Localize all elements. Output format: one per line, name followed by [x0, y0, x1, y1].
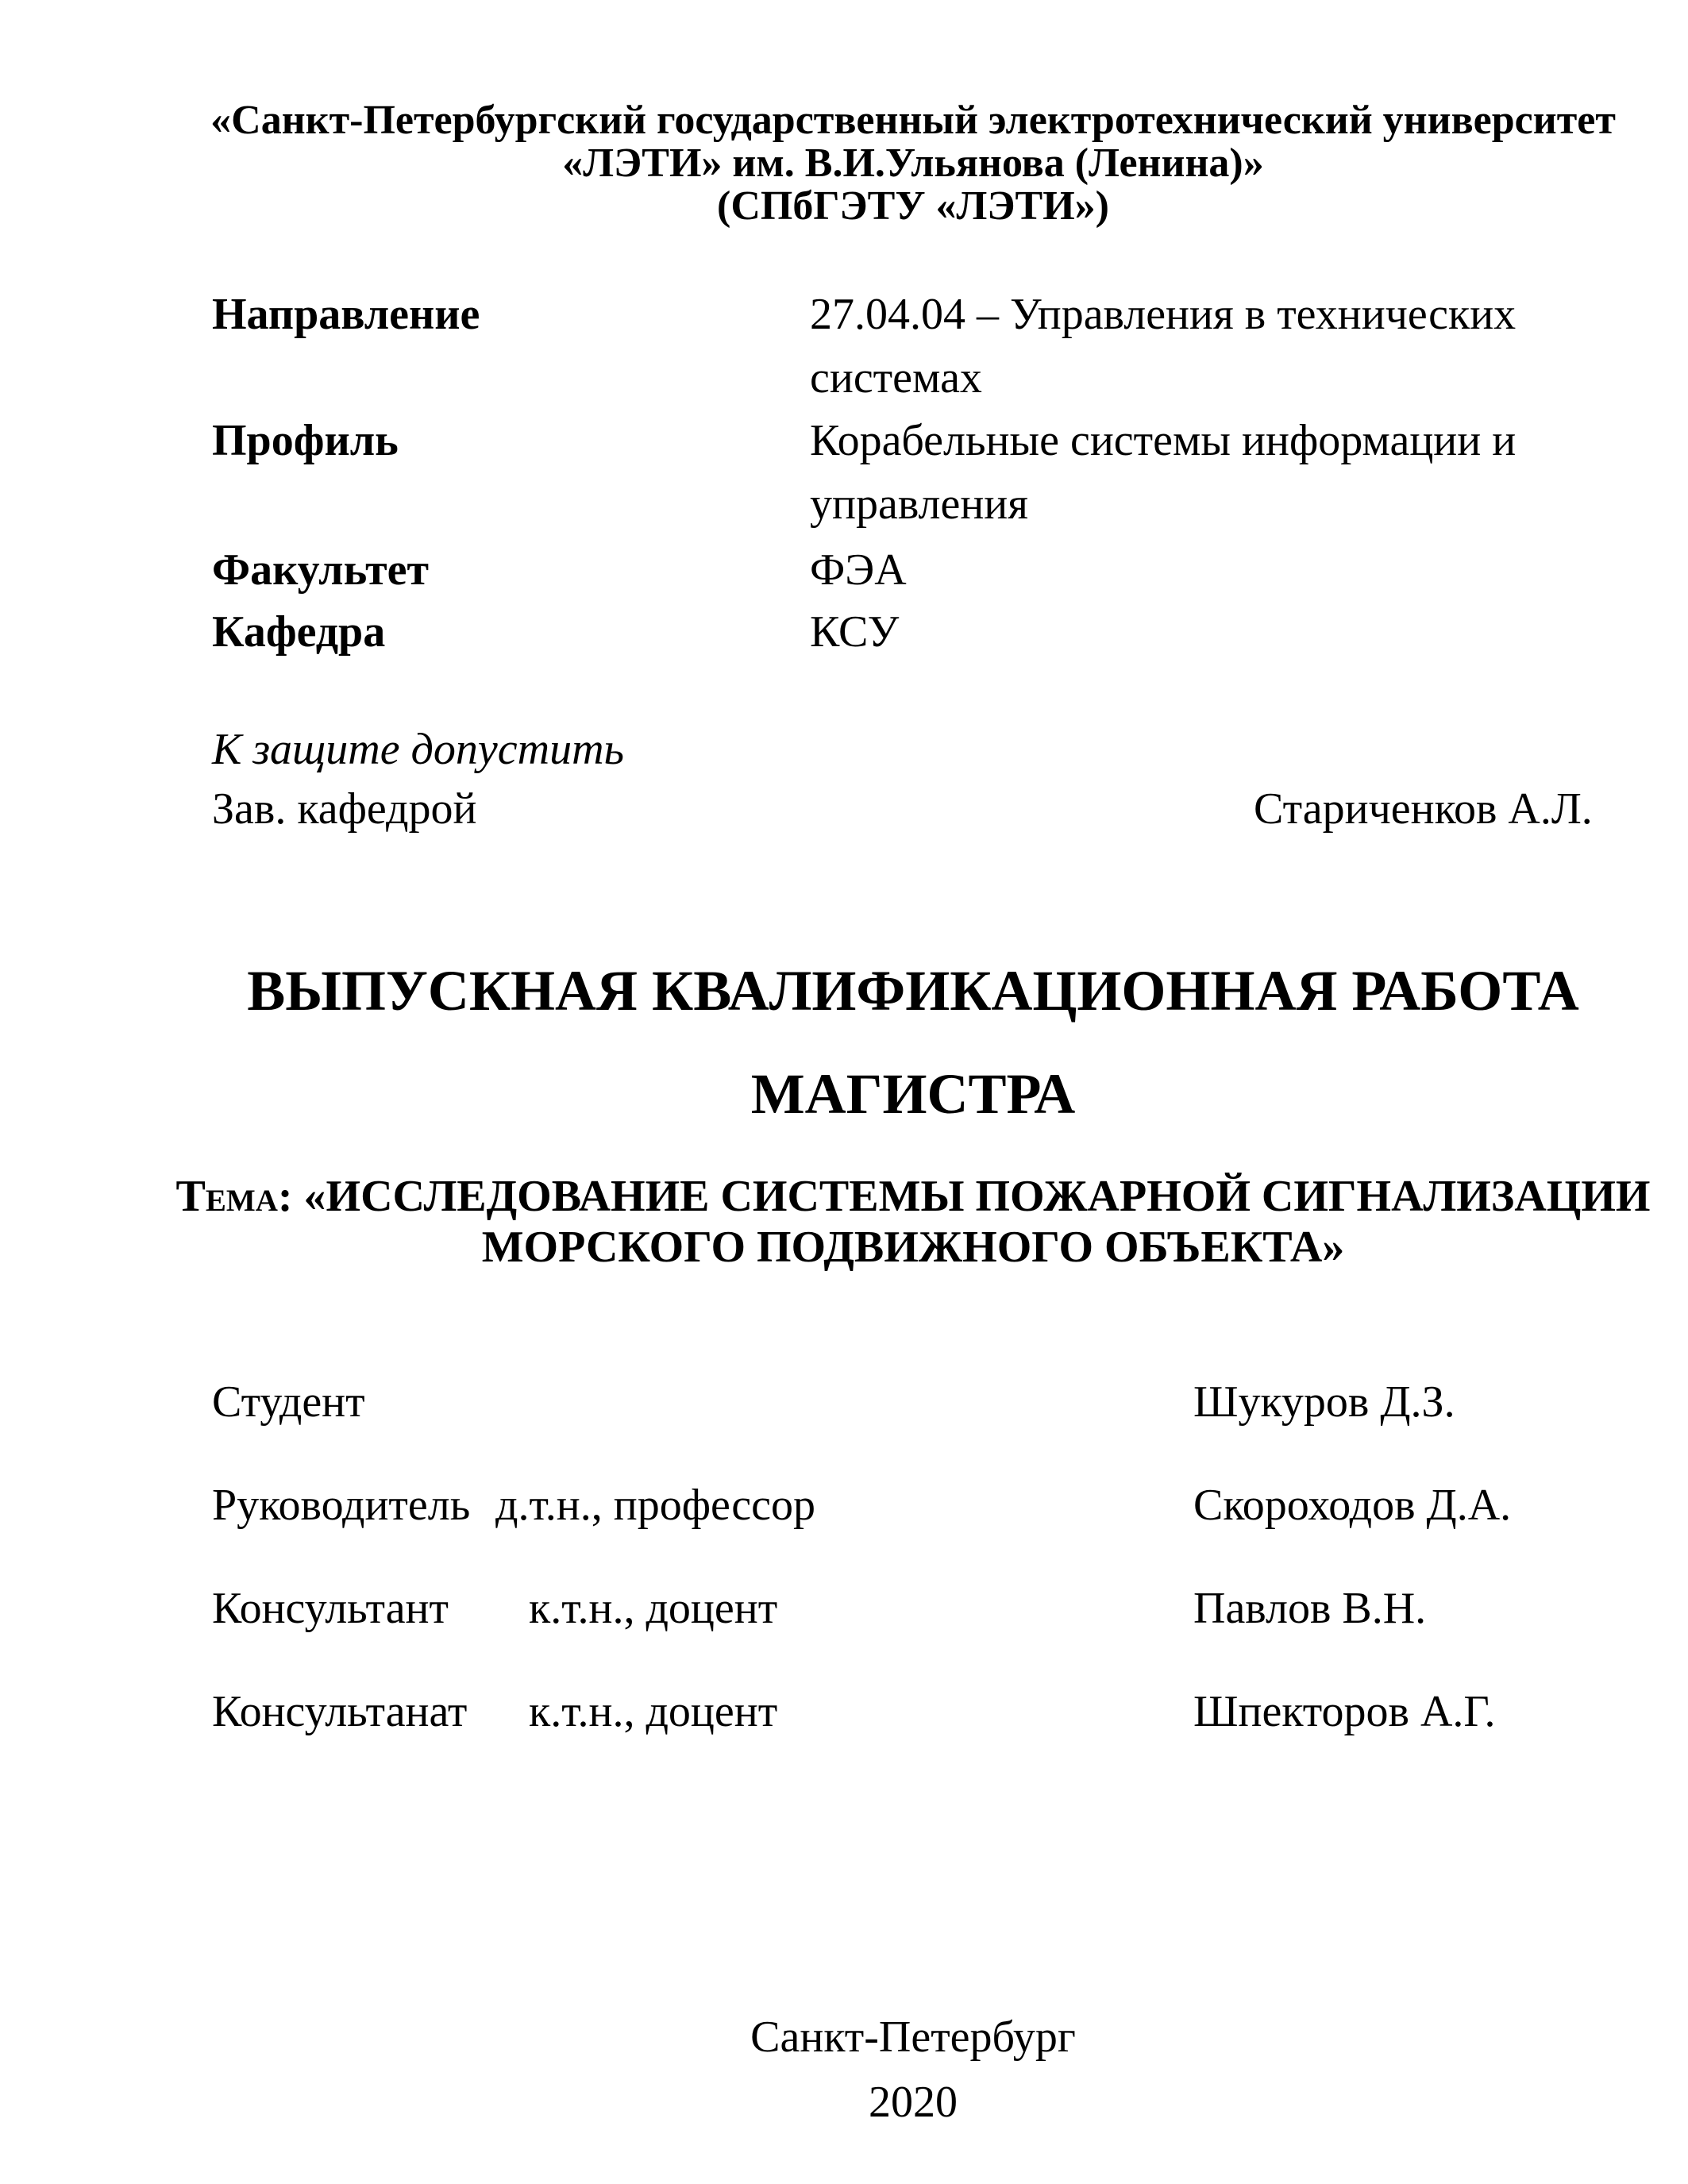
- signature-row-supervisor: [0, 1481, 1688, 1530]
- field-row-direction: [0, 290, 1688, 339]
- direction-value-line2: системах: [810, 353, 982, 403]
- theme-title-part1: «ИССЛЕДОВАНИЕ СИСТЕМЫ ПОЖАРНОЙ СИГНАЛИЗАЦИИ: [303, 1172, 1651, 1221]
- field-row-profile-wrap: [0, 480, 1688, 529]
- head-of-department-name: Стариченков А.Л.: [1254, 784, 1593, 834]
- work-title-line2: [278, 1062, 1548, 1126]
- theme-block: [175, 1171, 1651, 1273]
- direction-label: Направление: [212, 290, 480, 339]
- footer-city: Санкт-Петербург: [750, 2013, 1076, 2062]
- consultant2-name: Шпекторов А.Г.: [1193, 1687, 1496, 1736]
- work-title-line2-row: [278, 1062, 1548, 1126]
- signature-row-consultant2: [0, 1687, 1688, 1736]
- field-row-department: [0, 607, 1688, 657]
- admission-permit-row: [0, 725, 1688, 774]
- footer-year: 2020: [869, 2078, 958, 2127]
- theme-line2: [278, 1222, 1548, 1273]
- faculty-value: ФЭА: [810, 545, 907, 595]
- university-header-line2-text: «ЛЭТИ» им. В.И.Ульянова (Ленина)»: [562, 141, 1264, 186]
- profile-label: Профиль: [212, 416, 399, 465]
- supervisor-degree: д.т.н., профессор: [495, 1481, 815, 1530]
- field-row-direction-wrap: [0, 353, 1688, 403]
- work-title-line1-row: [247, 959, 1579, 1023]
- theme-title-part2: МОРСКОГО ПОДВИЖНОГО ОБЪЕКТА»: [481, 1223, 1345, 1272]
- student-name: Шукуров Д.З.: [1193, 1377, 1455, 1427]
- work-title-line1-text: ВЫПУСКНАЯ КВАЛИФИКАЦИОННАЯ РАБОТА: [247, 959, 1579, 1023]
- profile-value-line1: Корабельные системы информации и: [810, 416, 1517, 465]
- department-value: КСУ: [810, 607, 900, 657]
- supervisor-name: Скороходов Д.А.: [1193, 1481, 1512, 1530]
- theme-line1: [175, 1171, 1651, 1222]
- university-header-line2: [278, 142, 1548, 185]
- university-header: [210, 98, 1616, 229]
- admission-permit-text: К защите допустить: [212, 725, 625, 774]
- department-label: Кафедра: [212, 607, 386, 657]
- work-title-line2-text: МАГИСТРА: [750, 1062, 1076, 1126]
- head-of-department-label: Зав. кафедрой: [212, 784, 477, 834]
- university-header-line1-text: «Санкт-Петербургский государственный электротехнический университет: [210, 98, 1616, 143]
- supervisor-role: Руководитель: [212, 1481, 471, 1530]
- profile-value-line2: управления: [810, 480, 1029, 529]
- consultant1-role: Консультант: [212, 1584, 449, 1633]
- work-title-line1: [247, 959, 1579, 1023]
- university-header-line1: [210, 98, 1616, 143]
- consultant1-name: Павлов В.Н.: [1193, 1584, 1427, 1633]
- direction-value-line1: 27.04.04 – Управления в технических: [810, 290, 1517, 339]
- university-header-line3: [278, 185, 1548, 228]
- admission-head-row: [0, 784, 1688, 834]
- theme-line1-inner: [176, 1171, 1651, 1222]
- field-row-faculty: [0, 545, 1688, 595]
- footer-city-line: [278, 2005, 1548, 2070]
- theme-label: Тема:: [175, 1172, 293, 1221]
- faculty-label: Факультет: [212, 545, 429, 595]
- consultant1-degree: к.т.н., доцент: [529, 1584, 778, 1633]
- university-header-line3-text: (СПбГЭТУ «ЛЭТИ»): [717, 183, 1109, 229]
- signature-row-student: [0, 1377, 1688, 1427]
- consultant2-degree: к.т.н., доцент: [529, 1687, 778, 1736]
- signature-row-consultant1: [0, 1584, 1688, 1633]
- footer-block: [278, 2005, 1548, 2135]
- field-row-profile: [0, 416, 1688, 465]
- footer-year-line: [278, 2070, 1548, 2135]
- consultant2-role: Консультанат: [212, 1687, 468, 1736]
- student-role: Студент: [212, 1377, 365, 1427]
